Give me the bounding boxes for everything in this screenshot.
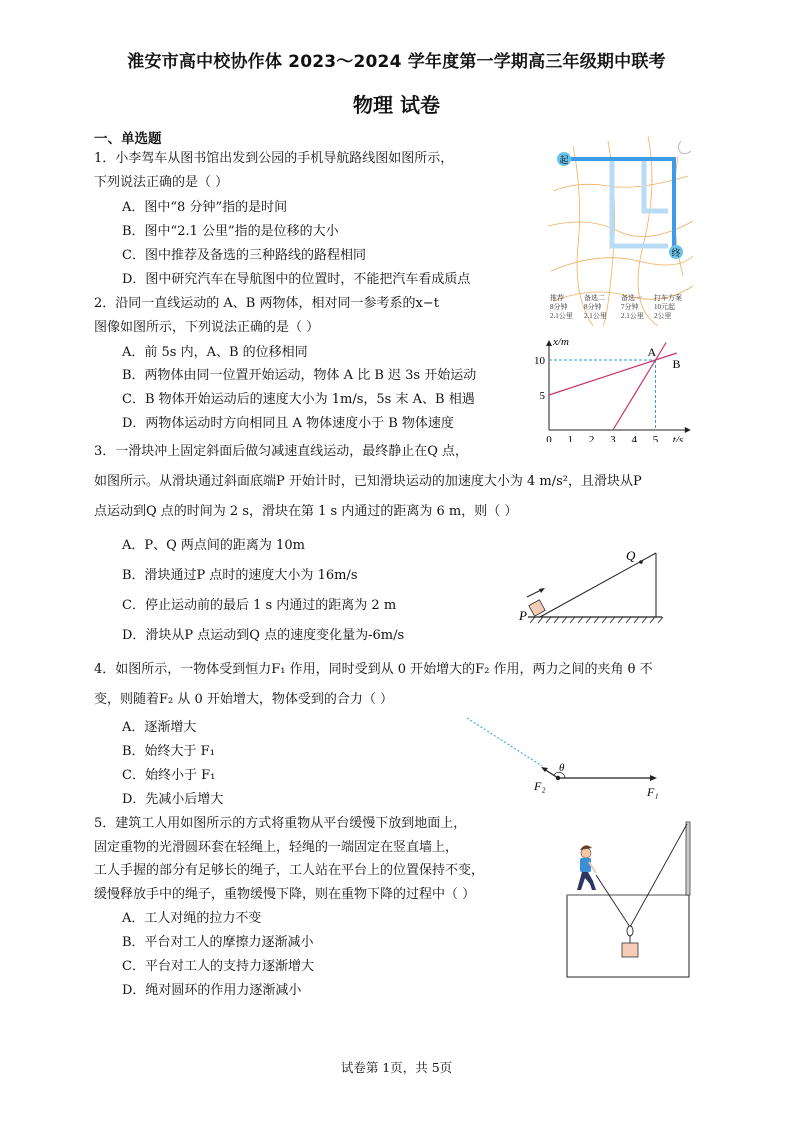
legend-distance: 2公里 bbox=[654, 312, 672, 320]
chart-series bbox=[549, 343, 681, 431]
option-a[interactable]: A．图中“8 分钟”指的是时间 bbox=[122, 200, 288, 215]
option-d[interactable]: D．滑块从P 点运动到Q 点的速度变化量为-6m/s bbox=[122, 628, 405, 643]
object-point bbox=[556, 776, 560, 780]
heavy-object bbox=[622, 943, 638, 957]
y-axis-arrow bbox=[546, 340, 552, 346]
section-heading: 一、单选题 bbox=[94, 131, 162, 147]
option-a[interactable]: A．工人对绳的拉力不变 bbox=[122, 911, 262, 926]
end-label: 终 bbox=[671, 248, 681, 258]
vertical-wall bbox=[686, 822, 690, 895]
question-stem: 1．小李驾车从图书馆出发到公园的手机导航路线图如图所示， bbox=[94, 151, 454, 166]
option-c[interactable]: C．始终小于 F₁ bbox=[122, 768, 216, 783]
question-stem: 4．如图所示，一物体受到恒力F₁ 作用，同时受到从 0 开始增大的F₂ 作用，两力之间的夹角 θ 不 bbox=[94, 662, 653, 677]
question-stem: 下列说法正确的是（ ） bbox=[94, 175, 229, 190]
platform-box bbox=[567, 895, 689, 977]
question-stem: 如图所示。从滑块通过斜面底端P 开始计时，已知滑块运动的加速度大小为 4 m/s²，且滑块从P bbox=[94, 474, 642, 489]
exam-title: 淮安市高中校协作体 2023～2024 学年度第一学期高三年级期中联考 bbox=[127, 52, 666, 72]
rope-worker-side bbox=[596, 875, 630, 927]
legend-name: 备选一 bbox=[621, 294, 642, 302]
question-stem: 2．沿同一直线运动的 A、B 两物体，相对同一参考系的x−t bbox=[94, 296, 439, 311]
x-t-graph bbox=[527, 330, 697, 442]
label-p: P bbox=[519, 608, 527, 623]
option-c[interactable]: C．平台对工人的支持力逐渐增大 bbox=[122, 959, 314, 974]
y-tick-label: 10 bbox=[534, 355, 545, 367]
x-tick-label: 4 bbox=[631, 434, 637, 442]
option-b[interactable]: B．平台对工人的摩擦力逐渐减小 bbox=[122, 935, 314, 950]
option-b[interactable]: B．滑块通过P 点时的速度大小为 16m/s bbox=[122, 568, 358, 583]
legend-name: 打车方案 bbox=[654, 294, 682, 302]
velocity-arrowhead bbox=[539, 588, 545, 593]
start-label: 起 bbox=[559, 155, 569, 165]
label-f1: F₁ bbox=[647, 785, 659, 799]
worker-icon bbox=[577, 845, 596, 890]
legend-distance: 2.1公里 bbox=[550, 312, 573, 320]
question-stem: 固定重物的光滑圆环套在轻绳上，轻绳的一端固定在竖直墙上， bbox=[94, 840, 459, 855]
recommended-route bbox=[568, 159, 674, 246]
chart-axes bbox=[546, 340, 691, 433]
series-label-b: B bbox=[672, 357, 681, 371]
label-f2: F₂ bbox=[534, 779, 546, 793]
option-b[interactable]: B．图中“2.1 公里”指的是位移的大小 bbox=[122, 224, 339, 239]
x-tick-label: 3 bbox=[610, 434, 616, 442]
option-a[interactable]: A．逐渐增大 bbox=[122, 720, 197, 735]
x-axis-label: t/s bbox=[672, 434, 684, 442]
incline-surface bbox=[540, 553, 656, 617]
alternate-route-2 bbox=[612, 159, 668, 246]
slider-block bbox=[529, 600, 545, 616]
y-tick-label: 5 bbox=[539, 390, 545, 402]
label-theta: θ bbox=[559, 762, 565, 774]
x-tick-label: 2 bbox=[588, 434, 595, 442]
question-stem: 缓慢释放手中的绳子，重物缓慢下降，则在重物下降的过程中（ ） bbox=[94, 887, 476, 902]
x-tick-label: 5 bbox=[652, 434, 659, 442]
option-b[interactable]: B．两物体由同一位置开始运动，物体 A 比 B 迟 3s 开始运动 bbox=[122, 368, 477, 383]
option-c[interactable]: C．停止运动前的最后 1 s 内通过的距离为 2 m bbox=[122, 598, 397, 613]
legend-name: 备选二 bbox=[584, 294, 605, 302]
legend-time: 8分钟 bbox=[584, 303, 602, 311]
series-line-b bbox=[549, 353, 677, 395]
point-q bbox=[639, 560, 643, 564]
f2-direction-dashed bbox=[467, 718, 542, 766]
question-stem: 5．建筑工人用如图所示的方式将重物从平台缓慢下放到地面上， bbox=[94, 816, 467, 831]
legend-name: 推荐 bbox=[550, 294, 564, 302]
f1-arrowhead bbox=[650, 775, 657, 781]
option-d[interactable]: D．图中研究汽车在导航图中的位置时，不能把汽车看成质点 bbox=[122, 272, 471, 287]
rope-wall-side bbox=[630, 824, 687, 927]
series-line-a bbox=[613, 343, 666, 431]
chart-ticks bbox=[534, 355, 659, 442]
incline-figure bbox=[510, 540, 670, 630]
option-b[interactable]: B．始终大于 F₁ bbox=[122, 744, 215, 759]
option-d[interactable]: D．先减小后增大 bbox=[122, 792, 224, 807]
legend-distance: 2.1公里 bbox=[584, 312, 607, 320]
option-a[interactable]: A．前 5s 内，A、B 的位移相同 bbox=[122, 345, 308, 360]
legend-distance: 2.1公里 bbox=[621, 312, 644, 320]
legend-time: 10元起 bbox=[654, 303, 675, 311]
question-stem: 变，则随着F₂ 从 0 开始增大，物体受到的合力（ ） bbox=[94, 692, 394, 707]
x-tick-label: 1 bbox=[567, 434, 574, 442]
question-stem: 点运动到Q 点的时间为 2 s，滑块在第 1 s 内通过的距离为 6 m，则（ ） bbox=[94, 504, 518, 519]
series-label-a: A bbox=[647, 345, 657, 359]
legend-time: 7分钟 bbox=[621, 303, 639, 311]
question-stem: 图像如图所示，下列说法正确的是（ ） bbox=[94, 320, 320, 335]
label-q: Q bbox=[626, 548, 636, 563]
question-stem: 3．一滑块冲上固定斜面后做匀减速直线运动，最终静止在Q 点， bbox=[94, 444, 469, 459]
route-legend bbox=[550, 293, 682, 320]
map-landmark bbox=[679, 141, 692, 154]
option-a[interactable]: A．P、Q 两点间的距离为 10m bbox=[122, 538, 305, 553]
option-d[interactable]: D．绳对圆环的作用力逐渐减小 bbox=[122, 983, 302, 998]
option-c[interactable]: C．B 物体开始运动后的速度大小为 1m/s，5s 末 A、B 相遇 bbox=[122, 392, 475, 407]
y-axis-label: x/m bbox=[553, 336, 569, 348]
legend-time: 8分钟 bbox=[550, 303, 568, 311]
x-axis-arrow bbox=[685, 427, 691, 433]
x-tick-label: 0 bbox=[546, 434, 552, 442]
worker-rope-figure bbox=[560, 815, 700, 980]
option-d[interactable]: D．两物体运动时方向相同且 A 物体速度小于 B 物体速度 bbox=[122, 416, 454, 431]
page-footer: 试卷第 1页，共 5页 bbox=[340, 1060, 453, 1075]
ground-hatching bbox=[530, 617, 663, 623]
force-diagram bbox=[462, 708, 672, 803]
smooth-ring bbox=[627, 926, 633, 936]
navigation-map-figure bbox=[548, 136, 693, 326]
question-stem: 工人手握的部分有足够长的绳子，工人站在平台上的位置保持不变， bbox=[94, 863, 485, 878]
exam-subtitle: 物理 试卷 bbox=[353, 93, 440, 117]
option-c[interactable]: C．图中推荐及备选的三种路线的路程相同 bbox=[122, 248, 366, 263]
chart-guides bbox=[549, 360, 656, 430]
